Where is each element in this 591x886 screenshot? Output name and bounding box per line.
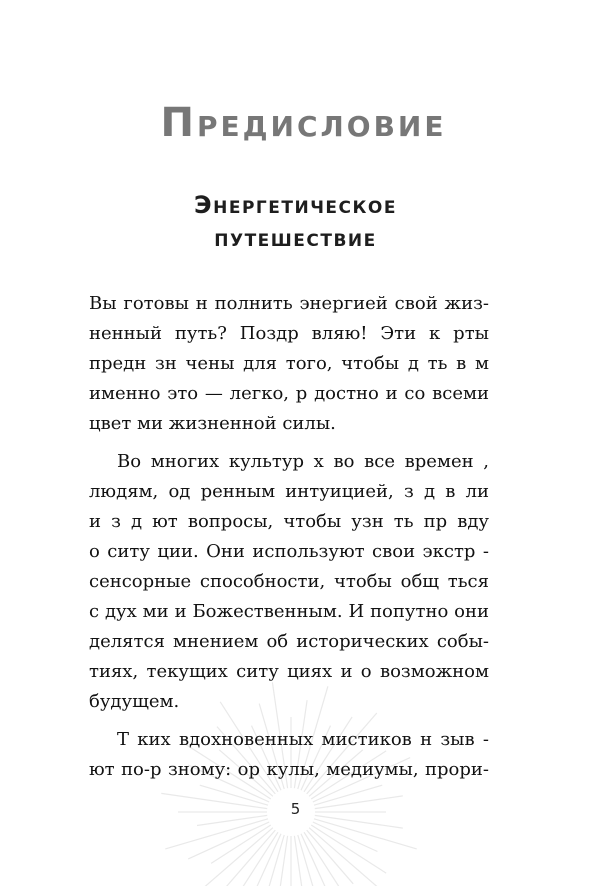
- text-line: сенсорные способности, чтобы общ ться: [89, 571, 489, 592]
- text-line: с дух ми и Божественным. И попутно они: [89, 601, 489, 622]
- sunburst-ray: [165, 819, 268, 849]
- sunburst-ray: [278, 836, 288, 886]
- text-line: о ситу ции. Они используют свои экстр -: [89, 541, 489, 562]
- text-line: Т ких вдохновенных мистиков н зыв -: [117, 729, 489, 750]
- sunburst-ray: [217, 830, 275, 886]
- text-line: Во многих культур х во все времен ,: [117, 451, 489, 472]
- paragraph: [89, 447, 489, 717]
- text-line: тиях, текущих ситу циях и о возможном: [89, 661, 489, 682]
- text-line: именно это — легко, р достно и со всеми: [89, 383, 489, 404]
- page-number: 5: [290, 800, 301, 818]
- text-line: людям, од ренным интуицией, з д в ли: [89, 481, 489, 502]
- sunburst-ray: [301, 834, 345, 886]
- paragraph: [89, 289, 489, 439]
- subtitle-line: Энергетическое: [194, 191, 397, 219]
- text-line: Вы готовы н полнить энергией свой жиз-: [89, 293, 489, 314]
- body-text: [89, 289, 489, 785]
- text-line: и з д ют вопросы, чтобы узн ть пр вду: [89, 511, 489, 532]
- paragraph: [89, 725, 489, 785]
- sunburst-ray: [314, 819, 417, 849]
- text-line: предн зн чены для того, чтобы д ть в м: [89, 353, 489, 374]
- chapter-title: Предисловие: [160, 100, 447, 146]
- text-line: делятся мнением об исторических собы-: [89, 631, 489, 652]
- text-line: ненный путь? Поздр вляю! Эти к рты: [89, 323, 489, 344]
- subtitle-line: путешествие: [214, 224, 377, 252]
- text-line: будущем.: [89, 691, 180, 712]
- sunburst-ray: [188, 822, 269, 859]
- sunburst-ray: [237, 834, 281, 886]
- sunburst-ray: [307, 830, 354, 884]
- text-line: цвет ми жизненной силы.: [89, 413, 336, 434]
- section-subtitle: [0, 189, 591, 255]
- text-line: ют по-р зному: ор кулы, медиумы, прори-: [89, 759, 489, 780]
